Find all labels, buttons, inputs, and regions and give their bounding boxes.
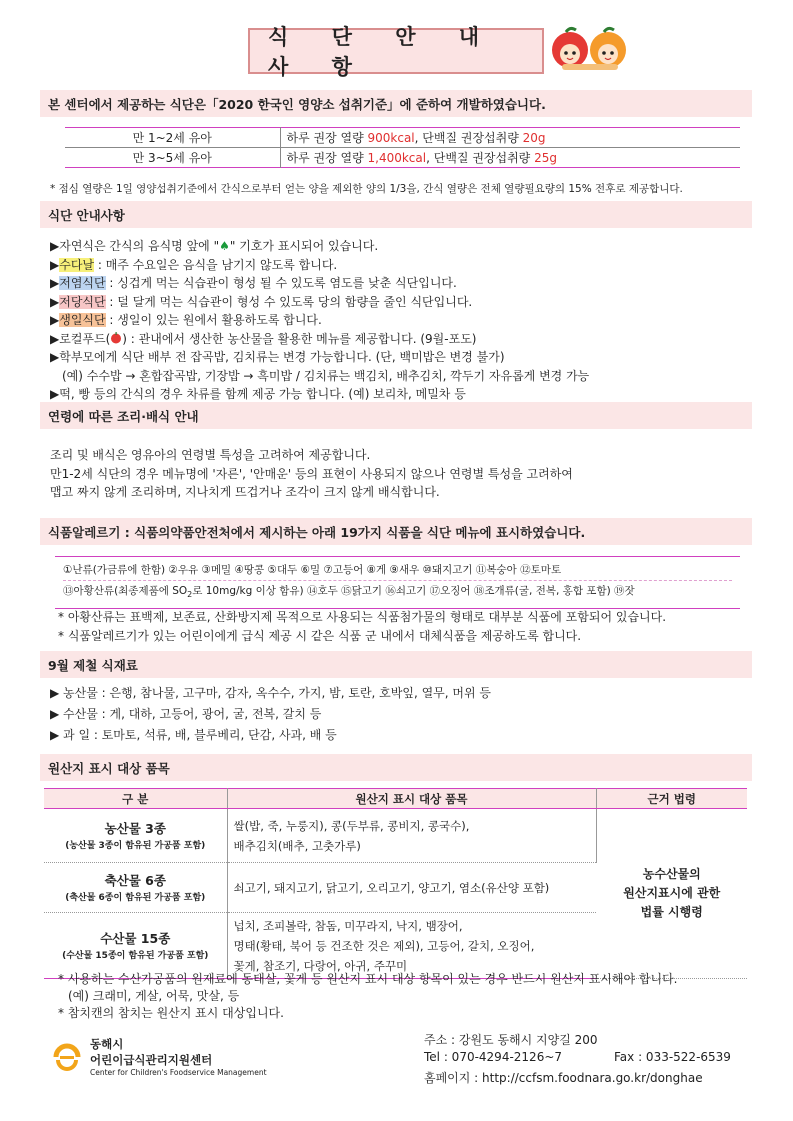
intake-note: * 점심 열량은 1일 영양섭취기준에서 간식으로부터 얻는 양을 제외한 양의 1/3을, 간식 열량은 전체 열량필요량의 15% 전후로 제공합니다. bbox=[50, 183, 683, 195]
guide-list bbox=[50, 237, 750, 404]
table-row bbox=[65, 128, 740, 148]
apple-icon bbox=[110, 332, 122, 344]
law-cell: 농수산물의 원산지표시에 관한 법률 시행령 bbox=[596, 809, 747, 979]
items-cell: 쇠고기, 돼지고기, 닭고기, 오리고기, 양고기, 염소(유산양 포함) bbox=[227, 863, 596, 913]
list-item: ▶수다날 : 매주 수요일은 음식을 남기지 않도록 합니다. bbox=[50, 257, 338, 272]
allergy-heading-bar bbox=[40, 518, 752, 545]
tag-low-sugar: 저당식단 bbox=[59, 294, 106, 309]
org-name-en: Center for Children's Foodservice Management bbox=[90, 1068, 267, 1077]
list-item: (예) 수수밥 → 혼합잡곡밥, 기장밥 → 흑미밥 / 김치류는 백김치, 배추김치, 깍두기 자유롭게 변경 가능 bbox=[62, 368, 590, 383]
allergy-notes: * 아황산류는 표백제, 보존료, 산화방지제 목적으로 사용되는 식품첨가물의 형태로 대부분 식품에 포함되어 있습니다. * 식품알레르기가 있는 어린이에게 급식 제공 시 같은 식품 군 내에서 대체식품을 제공하도록 합니다. bbox=[58, 610, 667, 643]
origin-heading: 원산지 표시 대상 품목 bbox=[48, 760, 170, 776]
smile-logo-icon bbox=[50, 1040, 84, 1074]
list-item: ▶ 과 일 : 토마토, 석류, 배, 블루베리, 단감, 사과, 배 등 bbox=[50, 728, 337, 742]
spade-icon: ♠ bbox=[219, 239, 230, 253]
org-name: 어린이급식관리지원센터 bbox=[90, 1053, 213, 1067]
table-row bbox=[65, 148, 740, 168]
list-item: ▶학부모에게 식단 배부 전 잡곡밥, 김치류는 변경 가능합니다. (단, 백미밥은 변경 불가) bbox=[50, 350, 505, 364]
column-header: 근거 법령 bbox=[596, 789, 747, 809]
items-cell: 넙치, 조피볼락, 참돔, 미꾸라지, 낙지, 뱀장어, 명태(황태, 북어 등 건조한 것은 제외), 고등어, 갈치, 오징어, 꽃게, 참조기, 다랑어, 아귀, 주꾸미 bbox=[227, 913, 596, 979]
list-item: ▶로컬푸드( ) : 관내에서 생산한 농산물을 활용한 메뉴를 제공합니다. (9월-포도) bbox=[50, 331, 477, 346]
list-item: ▶자연식은 간식의 음식명 앞에 "♠" 기호가 표시되어 있습니다. bbox=[50, 239, 379, 253]
category-cell: 축산물 6종 (축산물 6종이 함유된 가공품 포함) bbox=[44, 863, 227, 913]
allergy-row: ⑬아황산류(최종제품에 $SO_2$로 10mg/kg 이상 함유) ⑭호두 ⑮닭고기 ⑯쇠고기 ⑰오징어 ⑱조개류(굴, 전복, 홍합 포함) ⑲잣 bbox=[63, 585, 635, 600]
address: 주소 : 강원도 동해시 지양길 200 bbox=[424, 1033, 598, 1047]
list-item: ▶저당식단 : 덜 달게 먹는 식습관이 형성 수 있도록 당의 함량을 줄인 식단입니다. bbox=[50, 294, 473, 309]
category-cell: 농산물 3종 (농산물 3종이 함유된 가공품 포함) bbox=[44, 809, 227, 863]
cooking-text: 조리 및 배식은 영유아의 연령별 특성을 고려하여 제공합니다. 만1-2세 식단의 경우 메뉴명에 '자른', '안매운' 등의 표현이 사용되지 않으나 연령별 특성을 고려하여 맵고 짜지 않게 조리하며, 지나치게 뜨겁거나 조각이 크지 않게 배식합니다. bbox=[50, 448, 573, 499]
cooking-heading: 연령에 따른 조리·배식 안내 bbox=[48, 408, 199, 424]
seasonal-heading-bar bbox=[40, 651, 752, 678]
intro-text: 본 센터에서 제공하는 식단은「2020 한국인 영양소 섭취기준」에 준하여 개발하였습니다. bbox=[48, 96, 546, 112]
fax: Fax : 033-522-6539 bbox=[614, 1050, 731, 1064]
age-cell: 만 3~5세 유아 bbox=[65, 148, 280, 168]
guide-heading-bar bbox=[40, 201, 752, 228]
allergy-list bbox=[55, 556, 740, 609]
items-cell: 쌀(밥, 죽, 누룽지), 콩(두부류, 콩비지, 콩국수), 배추김치(배추, 고춧가루) bbox=[227, 809, 596, 863]
tag-low-salt: 저염식단 bbox=[59, 276, 106, 290]
cooking-heading-bar bbox=[40, 402, 752, 429]
table-row bbox=[44, 809, 747, 863]
page-title-box bbox=[248, 25, 544, 79]
list-item: ▶ 수산물 : 게, 대하, 고등어, 광어, 굴, 전복, 갈치 등 bbox=[50, 707, 322, 721]
allergy-heading: 식품알레르기 : 식품의약품안전처에서 제시하는 아래 19가지 식품을 식단 메뉴에 표시하였습니다. bbox=[48, 524, 586, 540]
guide-heading: 식단 안내사항 bbox=[48, 207, 125, 223]
intake-cell: 하루 권장 열량 1,400kcal, 단백질 권장섭취량 25g bbox=[286, 151, 557, 165]
homepage-link[interactable]: 홈페이지 : http://ccfsm.foodnara.go.kr/donghae bbox=[424, 1071, 703, 1085]
allergy-row: ①난류(가금류에 한함) ②우유 ③메밀 ④땅콩 ⑤대두 ⑥밀 ⑦고등어 ⑧게 ⑨새우 ⑩돼지고기 ⑪복숭아 ⑫토마토 bbox=[63, 560, 732, 581]
seasonal-list bbox=[50, 683, 750, 746]
origin-heading-bar bbox=[40, 754, 752, 781]
tel: Tel : 070-4294-2126~7 bbox=[424, 1050, 563, 1064]
age-cell: 만 1~2세 유아 bbox=[65, 128, 280, 148]
page-title: 식 단 안 내 사 항 bbox=[268, 25, 498, 79]
intake-table bbox=[65, 127, 740, 168]
intake-cell: 하루 권장 열량 900kcal, 단백질 권장섭취량 20g bbox=[280, 128, 740, 148]
org-name-city: 동해시 bbox=[90, 1037, 124, 1051]
list-item: ▶떡, 빵 등의 간식의 경우 차류를 함께 제공 가능 합니다. (예) 보리차, 메밀차 등 bbox=[50, 387, 466, 401]
table-header-row bbox=[44, 789, 747, 809]
tag-sudanal: 수다날 bbox=[59, 257, 95, 272]
column-header: 원산지 표시 대상 품목 bbox=[227, 789, 596, 809]
category-cell: 수산물 15종 (수산물 15종이 함유된 가공품 포함) bbox=[44, 913, 227, 979]
column-header: 구 분 bbox=[44, 789, 227, 809]
list-item: ▶생일식단 : 생일이 있는 원에서 활용하도록 합니다. bbox=[50, 313, 322, 327]
intro-bar bbox=[40, 90, 752, 117]
tag-birthday: 생일식단 bbox=[59, 313, 106, 327]
org-logo bbox=[50, 1036, 290, 1086]
origin-table bbox=[44, 788, 747, 979]
origin-notes: * 사용하는 수산가공품의 원재료에 동태살, 꽃게 등 원산지 표시 대상 항목이 있는 경우 반드시 원산지 표시해야 합니다. (예) 크래미, 게살, 어묵, 맛살, 등 * 참치캔의 참치는 원산지 표시 대상입니다. bbox=[58, 972, 678, 1020]
mascot-illustration bbox=[548, 24, 638, 74]
seasonal-heading: 9월 제철 식재료 bbox=[48, 657, 138, 673]
list-item: ▶저염식단 : 싱겁게 먹는 식습관이 형성 될 수 있도록 염도를 낮춘 식단입니다. bbox=[50, 276, 457, 290]
list-item: ▶ 농산물 : 은행, 참나물, 고구마, 감자, 옥수수, 가지, 밤, 토란, 호박잎, 열무, 머위 등 bbox=[50, 686, 491, 700]
